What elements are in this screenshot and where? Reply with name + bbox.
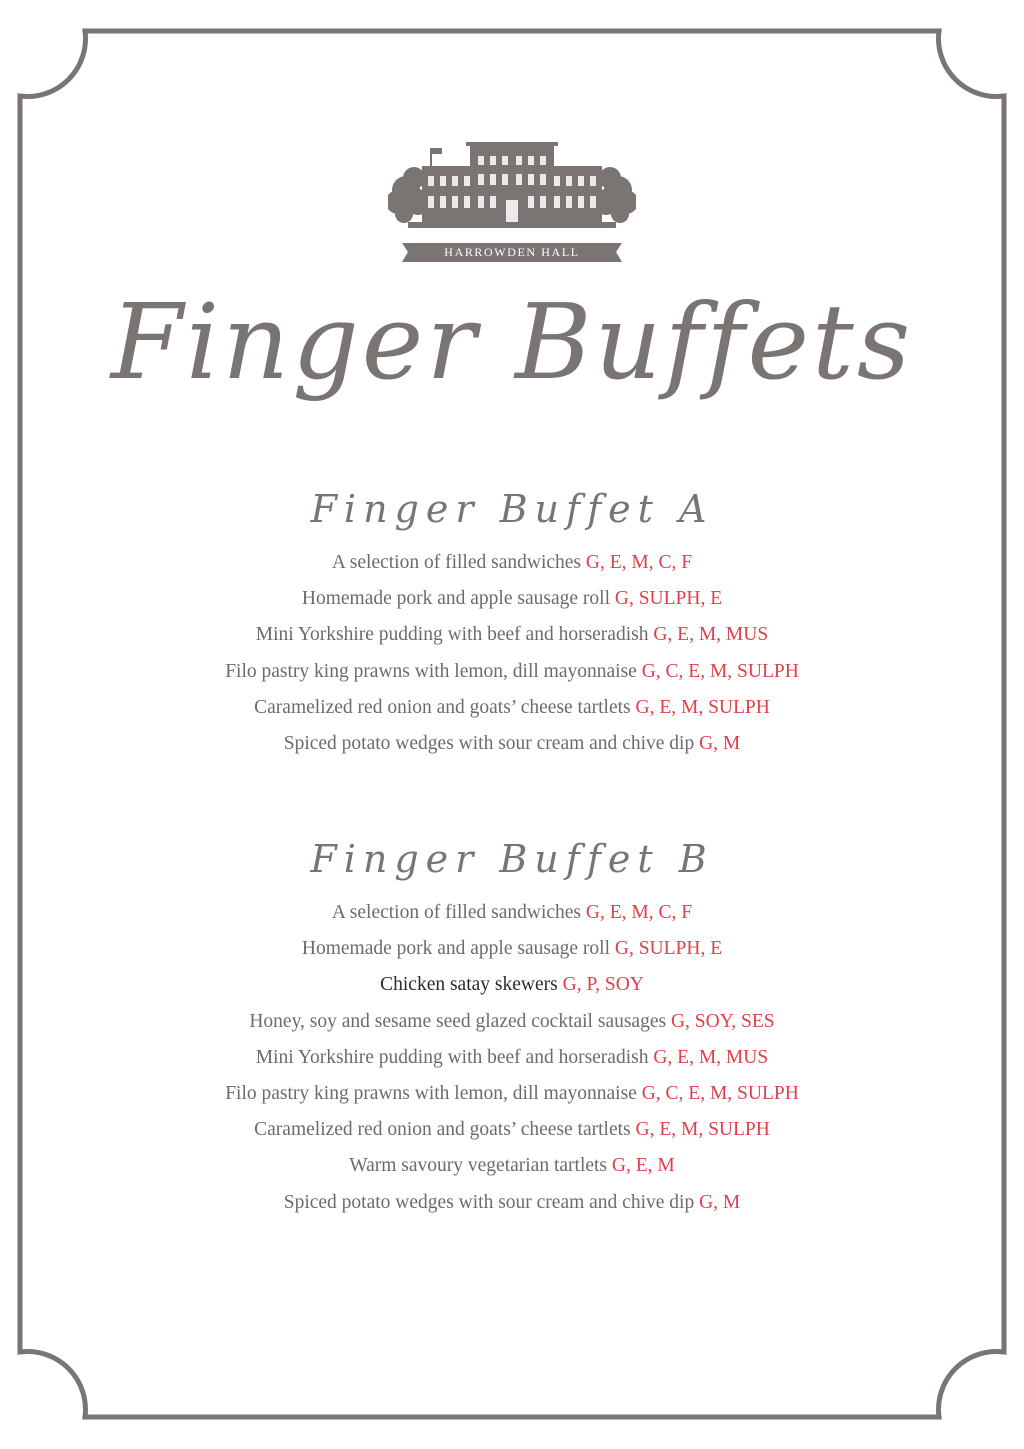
item-allergens: G, E, M, MUS [653,1046,769,1068]
menu-item [60,726,964,762]
menu-item [60,1076,964,1112]
menu-item [60,1040,964,1076]
item-allergens: G, P, SOY [562,974,644,996]
section-title-buffet-a: Finger Buffet A [310,487,714,531]
menu-item [60,581,964,617]
menu-list-buffet-b [60,895,964,1221]
item-allergens: G, E, M, SULPH [635,696,770,718]
item-name: Mini Yorkshire pudding with beef and horseradish [255,624,649,646]
item-allergens: G, C, E, M, SULPH [641,660,799,682]
item-allergens: G, M [699,732,741,754]
menu-item [60,1112,964,1148]
menu-item [60,1148,964,1184]
item-name: Mini Yorkshire pudding with beef and horseradish [255,1046,649,1068]
item-name: Spiced potato wedges with sour cream and chive dip [283,732,695,754]
item-allergens: G, E, M, C, F [585,902,693,923]
item-allergens: G, E, M, MUS [653,624,769,646]
item-name: Spiced potato wedges with sour cream and chive dip [283,1191,695,1213]
item-allergens: G, SULPH, E [614,588,723,610]
item-name: Chicken satay skewers [380,974,558,996]
item-name: Homemade pork and apple sausage roll [301,938,610,960]
menu-item [60,1185,964,1221]
menu-item [60,895,964,931]
item-allergens: G, E, M, SULPH [635,1119,770,1141]
menu-item [60,1004,964,1040]
item-name: Filo pastry king prawns with lemon, dill mayonnaise [225,1082,637,1104]
item-name: Warm savoury vegetarian tartlets [349,1155,608,1177]
item-name: Filo pastry king prawns with lemon, dill mayonnaise [225,660,637,682]
item-name: Caramelized red onion and goats’ cheese tartlets [254,696,631,718]
item-allergens: G, SOY, SES [670,1010,775,1032]
item-name: A selection of filled sandwiches [331,552,582,573]
menu-item [60,654,964,690]
item-allergens: G, E, M [611,1155,675,1177]
item-allergens: G, SULPH, E [614,938,723,960]
item-allergens: G, C, E, M, SULPH [641,1082,799,1104]
menu-item [60,690,964,726]
section-title-buffet-b: Finger Buffet B [310,837,714,881]
menu-item [60,617,964,653]
brand-name: HARROWDEN HALL [444,245,580,259]
page-title: Finger Buffets [110,281,914,403]
menu-list-buffet-a [60,545,964,762]
item-name: Caramelized red onion and goats’ cheese tartlets [254,1119,631,1141]
item-name: Honey, soy and sesame seed glazed cocktail sausages [249,1010,667,1032]
item-allergens: G, M [699,1191,741,1213]
item-allergens: G, E, M, C, F [585,552,693,573]
menu-item [60,545,964,581]
item-name: Homemade pork and apple sausage roll [301,588,610,610]
item-name: A selection of filled sandwiches [331,902,582,923]
menu-item [60,967,964,1003]
menu-item [60,931,964,967]
